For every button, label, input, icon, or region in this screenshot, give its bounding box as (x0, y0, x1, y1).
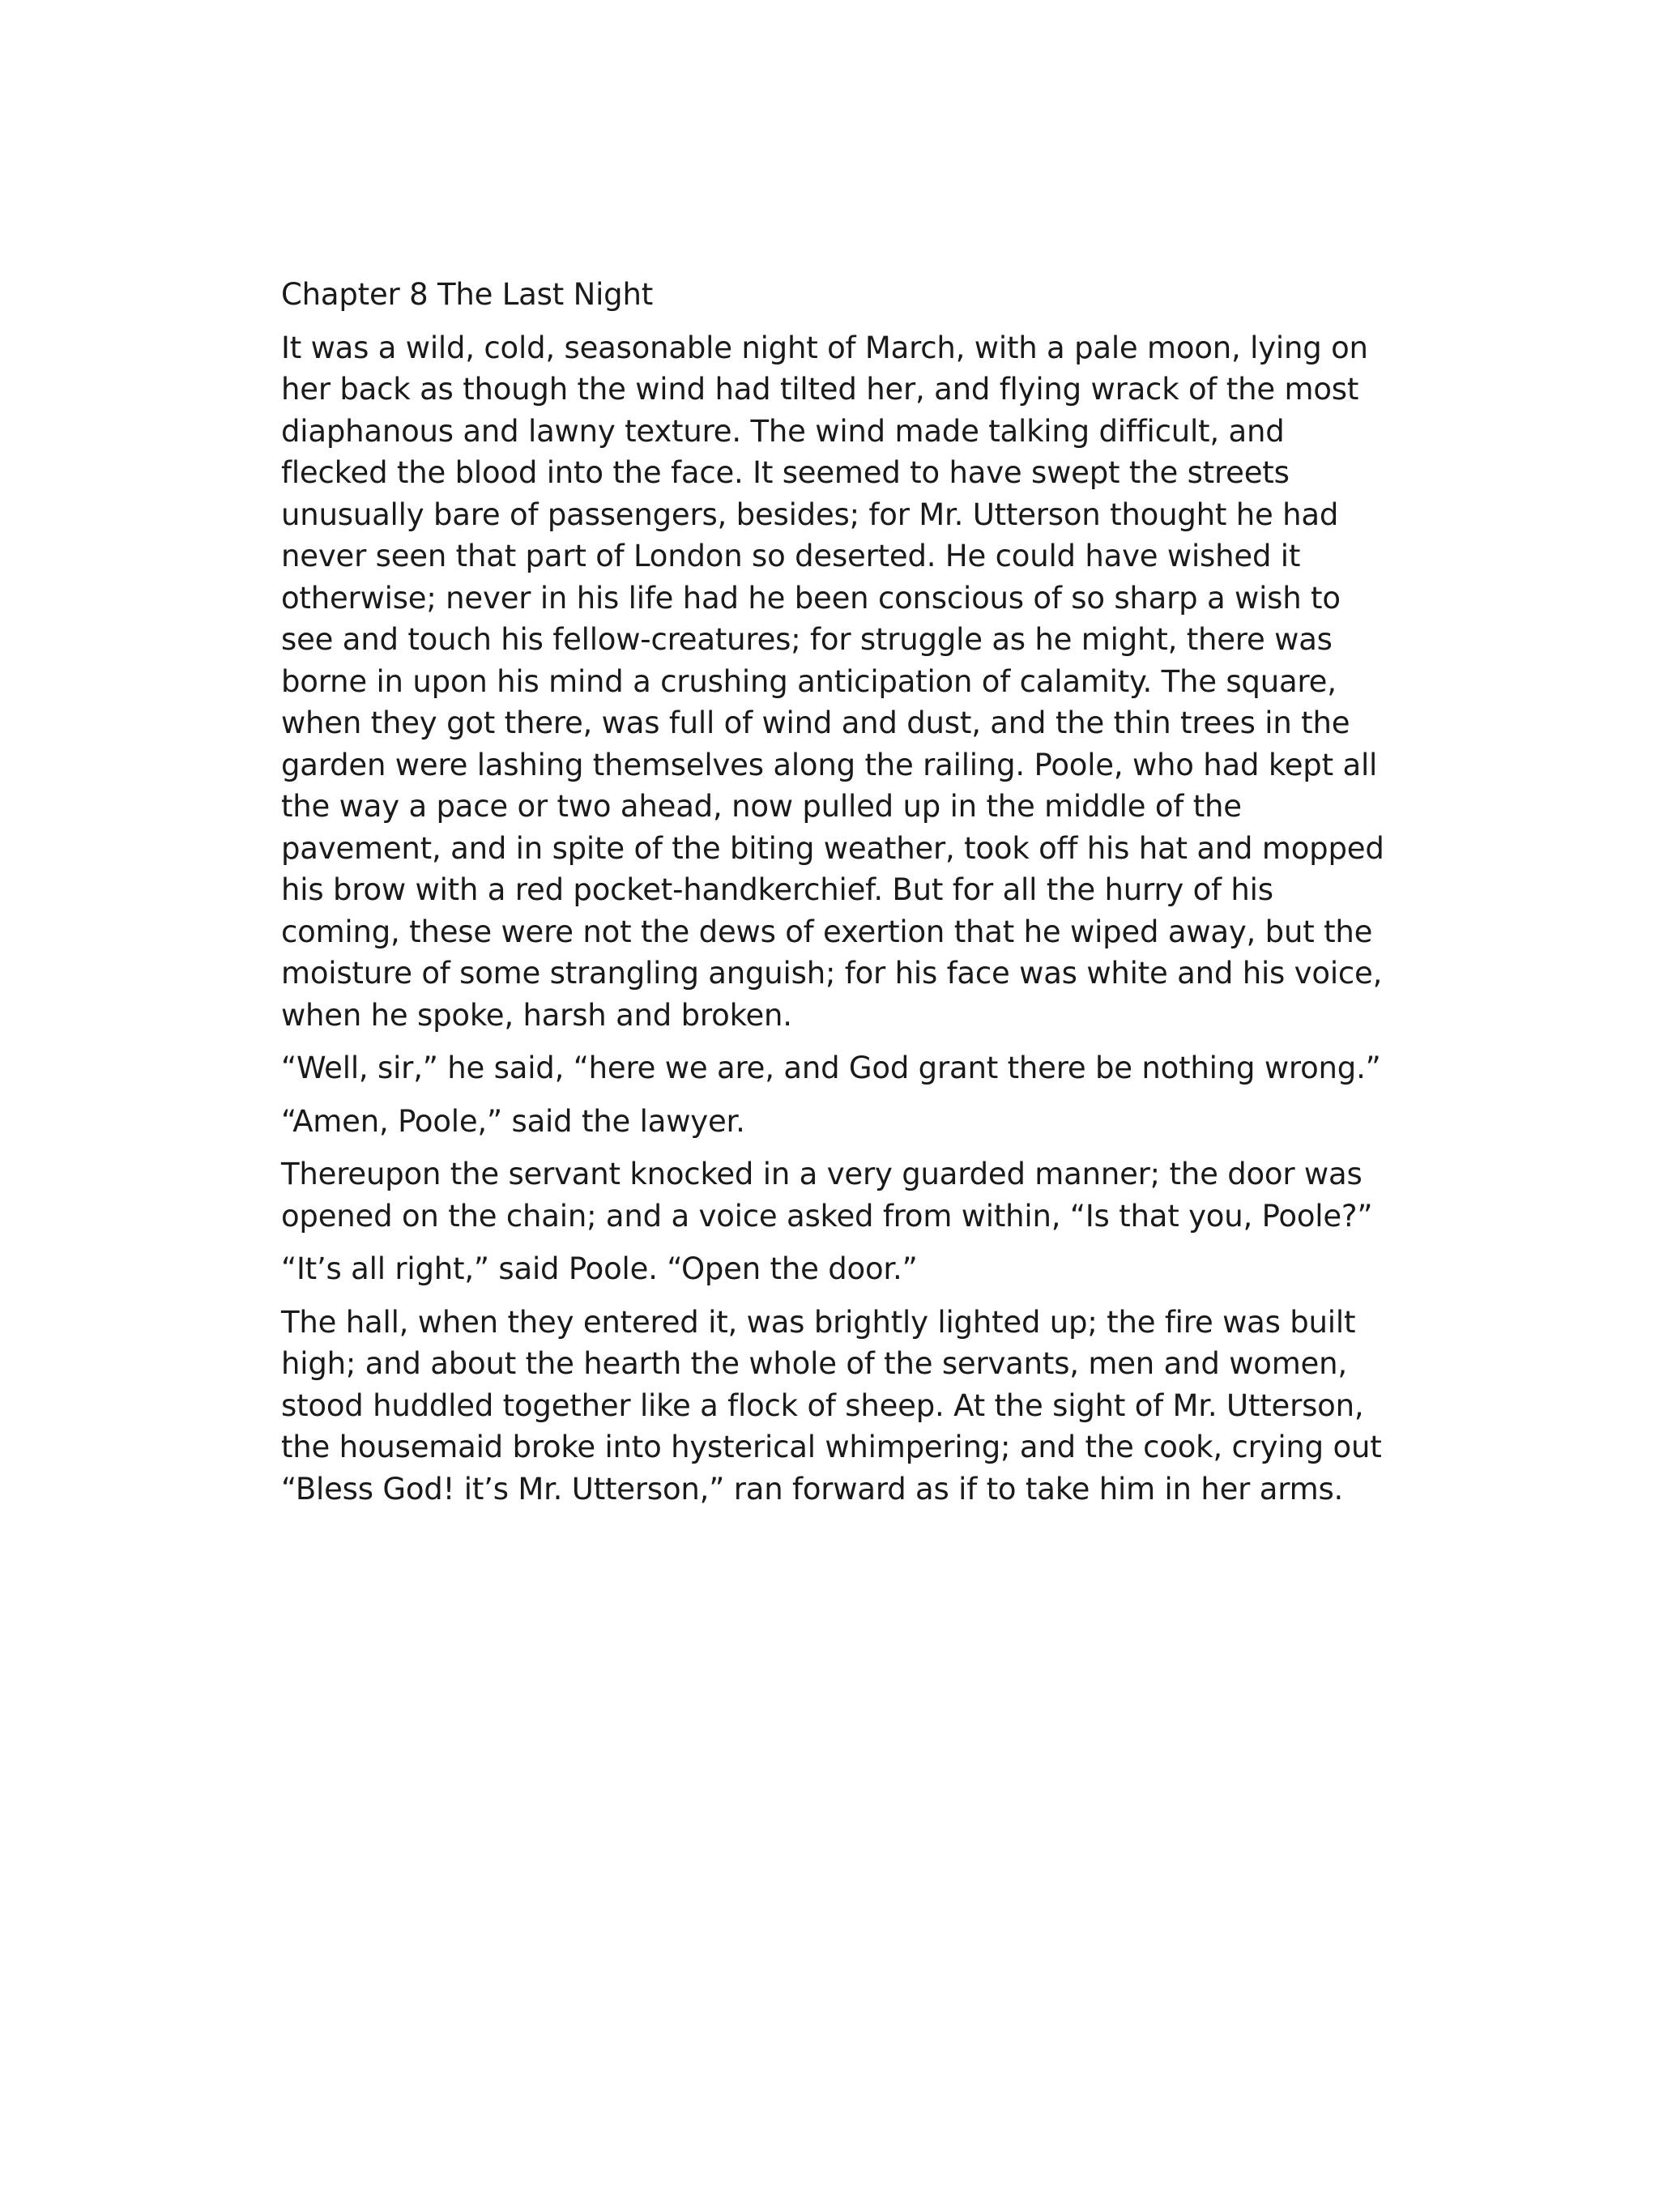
paragraph-6: The hall, when they entered it, was brightly lighted up; the fire was built high; and about the hearth the whole of the servants, men and women, stood huddled together like a flock of sheep. At the sight of Mr. Utterson, the housemaid broke into hysterical whimpering; and the cook, crying out “Bless God! it’s Mr. Utterson,” ran forward as if to take him in her arms. (281, 1304, 1382, 1507)
paragraph-2: “Well, sir,” he said, “here we are, and God grant there be nothing wrong.” (281, 1051, 1381, 1085)
paragraph-5: “It’s all right,” said Poole. “Open the door.” (281, 1251, 918, 1286)
document-body (281, 274, 1399, 1521)
paragraph-1: It was a wild, cold, seasonable night of March, with a pale moon, lying on her back as though the wind had tilted her, and flying wrack of the most diaphanous and lawny texture. The wind made talking difficult, and flecked the blood into the face. It seemed to have swept the streets unusually bare of passengers, besides; for Mr. Utterson thought he had never seen that part of London so deserted. He could have wished it otherwise; never in his life had he been conscious of so sharp a wish to see and touch his fellow-creatures; for struggle as he might, there was borne in upon his mind a crushing anticipation of calamity. The square, when they got there, was full of wind and dust, and the thin trees in the garden were lashing themselves along the railing. Poole, who had kept all the way a pace or two ahead, now pulled up in the middle of the pavement, and in spite of the biting weather, took off his hat and mopped his brow with a red pocket-handkerchief. But for all the hurry of his coming, these were not the dews of exertion that he wiped away, but the moisture of some strangling anguish; for his face was white and his voice, when he spoke, harsh and broken. (281, 330, 1384, 1033)
paragraph-4: Thereupon the servant knocked in a very guarded manner; the door was opened on the chain; and a voice asked from within, “Is that you, Poole?” (281, 1157, 1373, 1234)
paragraph-3: “Amen, Poole,” said the lawyer. (281, 1103, 745, 1139)
chapter-heading: Chapter 8 The Last Night (281, 277, 654, 312)
